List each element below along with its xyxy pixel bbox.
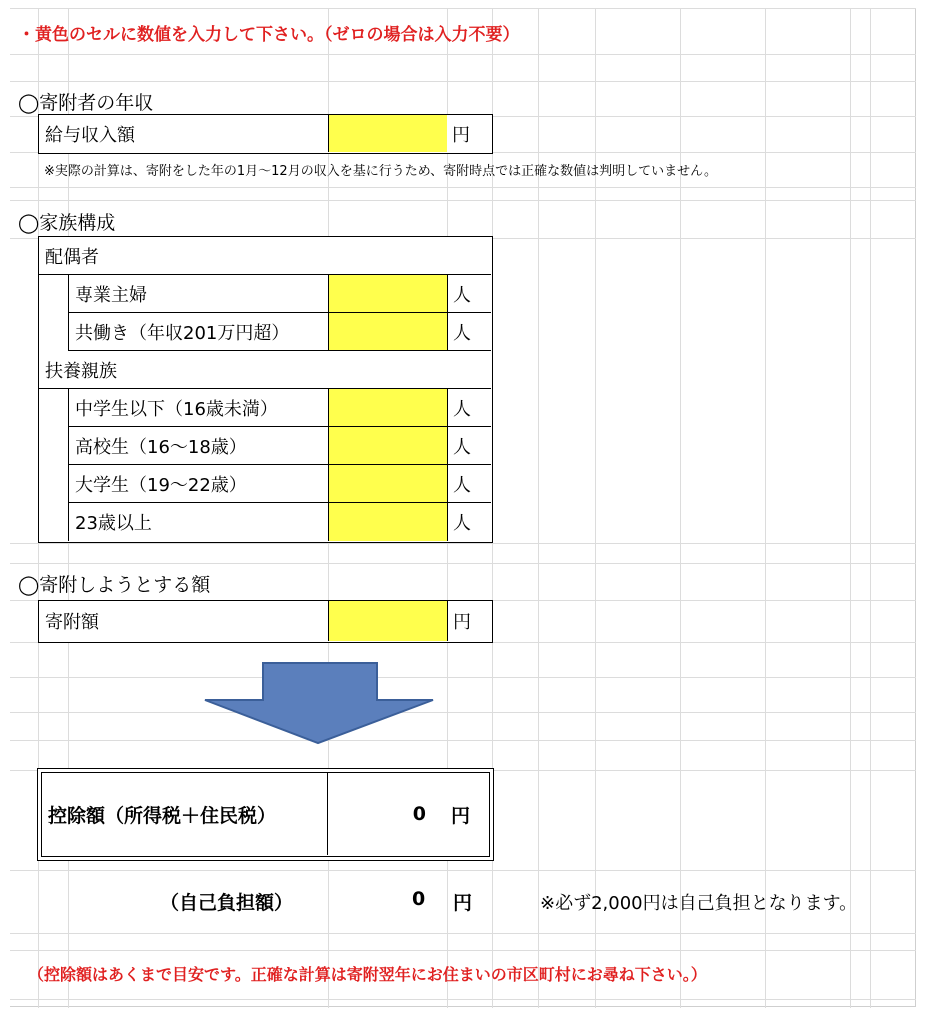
spouse-row-input[interactable] — [329, 275, 447, 313]
dependent-row-input[interactable] — [329, 427, 447, 465]
spouse-label: 配偶者 — [39, 237, 491, 275]
dependent-row-label: 大学生（19～22歳） — [69, 465, 329, 503]
dependent-row-label: 23歳以上 — [69, 503, 329, 541]
family-heading: ◯家族構成 — [18, 212, 116, 234]
dependent-row-unit: 人 — [447, 465, 491, 503]
dependents-indent — [39, 389, 69, 541]
dependent-row-label: 中学生以下（16歳未満） — [69, 389, 329, 427]
dependent-row-input[interactable] — [329, 503, 447, 541]
self-burden-note: ※必ず2,000円は自己負担となります。 — [540, 893, 858, 914]
income-heading: ◯寄附者の年収 — [18, 92, 154, 114]
footer-note: （控除額はあくまで目安です。正確な計算は寄附翌年にお住まいの市区町村にお尋ね下さい。） — [28, 965, 707, 984]
grid-line — [10, 933, 916, 934]
dependent-row-input[interactable] — [329, 389, 447, 427]
donation-input[interactable] — [329, 601, 447, 641]
income-label: 給与収入額 — [39, 115, 329, 152]
self-burden-unit: 円 — [453, 892, 473, 914]
grid-line — [595, 8, 596, 1008]
deduction-value: 0 — [412, 803, 426, 825]
dependent-row-unit: 人 — [447, 389, 491, 427]
income-unit: 円 — [452, 124, 470, 146]
grid-line — [850, 8, 851, 1008]
grid-line — [10, 999, 916, 1000]
dependent-row-input[interactable] — [329, 465, 447, 503]
instruction-text: ・黄色のセルに数値を入力して下さい。（ゼロの場合は入力不要） — [18, 25, 520, 45]
grid-line — [10, 54, 916, 55]
income-input[interactable] — [329, 115, 447, 152]
grid-line — [10, 677, 916, 678]
grid-line — [680, 8, 681, 1008]
dependent-row-label: 高校生（16～18歳） — [69, 427, 329, 465]
grid-line — [538, 8, 539, 1008]
deduction-inner-border — [41, 772, 490, 857]
dependents-label: 扶養親族 — [39, 351, 491, 389]
deduction-unit: 円 — [451, 804, 471, 827]
grid-line — [10, 81, 916, 82]
grid-line — [10, 740, 916, 741]
self-burden-value: 0 — [412, 888, 426, 910]
donation-unit: 円 — [447, 601, 491, 641]
grid-line — [765, 8, 766, 1008]
spouse-row-unit: 人 — [447, 275, 491, 313]
family-table — [38, 236, 493, 543]
grid-line — [870, 8, 871, 1008]
self-burden-label: （自己負担額） — [160, 892, 294, 914]
deduction-label: 控除額（所得税＋住民税） — [42, 773, 328, 855]
spouse-row-label: 専業主婦 — [69, 275, 329, 313]
grid-line — [10, 870, 916, 871]
dependent-row-unit: 人 — [447, 427, 491, 465]
grid-line — [10, 187, 916, 188]
donation-table — [38, 600, 493, 643]
spouse-row-unit: 人 — [447, 313, 491, 351]
grid-line — [10, 950, 916, 951]
grid-line — [10, 8, 916, 9]
grid-line — [10, 563, 916, 564]
spouse-row-input[interactable] — [329, 313, 447, 351]
grid-line — [10, 200, 916, 201]
grid-line — [10, 543, 916, 544]
donation-label: 寄附額 — [39, 601, 329, 641]
down-arrow-icon — [200, 660, 440, 746]
spouse-indent — [39, 275, 69, 351]
dependent-row-unit: 人 — [447, 503, 491, 541]
income-table — [38, 114, 493, 154]
grid-line — [10, 712, 916, 713]
spouse-row-label: 共働き（年収201万円超） — [69, 313, 329, 351]
income-note: ※実際の計算は、寄附をした年の1月～12月の収入を基に行うため、寄附時点では正確な数値は判明していません。 — [44, 164, 717, 179]
donation-heading: ◯寄附しようとする額 — [18, 574, 211, 596]
deduction-table — [37, 768, 494, 861]
